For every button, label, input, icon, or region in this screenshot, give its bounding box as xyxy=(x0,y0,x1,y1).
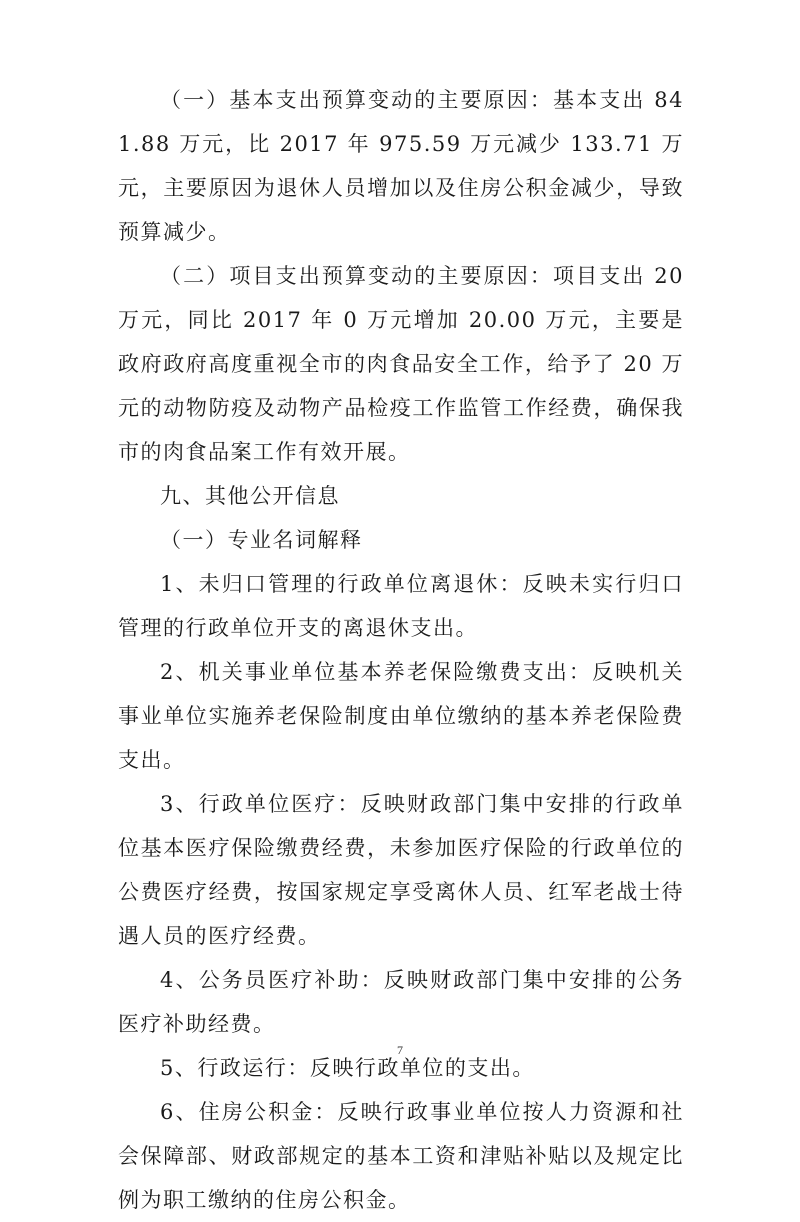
paragraph-project-expenditure-change: （二）项目支出预算变动的主要原因：项目支出 20 万元，同比 2017 年 0 万元增加 20.00 万元，主要是政府政府高度重视全市的肉食品安全工作，给予了 20 万元的动物防疫及动物产品检疫工作监管工作经费，确保我市的肉食品案工作有效开展。 xyxy=(118,264,684,464)
paragraph-basic-expenditure-change: （一）基本支出预算变动的主要原因：基本支出 841.88 万元，比 2017 年 975.59 万元减少 133.71 万元，主要原因为退休人员增加以及住房公积金减少，导致预算减少。 xyxy=(118,88,684,244)
section-heading: 九、其他公开信息 xyxy=(160,484,340,508)
term-item: 1、未归口管理的行政单位离退休：反映未实行归口管理的行政单位开支的离退休支出。 xyxy=(118,572,684,640)
term-item: 4、公务员医疗补助：反映财政部门集中安排的公务医疗补助经费。 xyxy=(118,968,684,1036)
page-number: 7 xyxy=(397,1043,403,1057)
term-item: 2、机关事业单位基本养老保险缴费支出：反映机关事业单位实施养老保险制度由单位缴纳的基本养老保险费支出。 xyxy=(118,660,684,772)
subsection-heading: （一）专业名词解释 xyxy=(160,528,363,552)
term-item: 5、行政运行：反映行政单位的支出。 xyxy=(160,1056,535,1080)
term-item: 6、住房公积金：反映行政事业单位按人力资源和社会保障部、财政部规定的基本工资和津贴补贴以及规定比例为职工缴纳的住房公积金。 xyxy=(118,1100,684,1212)
term-item: 3、行政单位医疗：反映财政部门集中安排的行政单位基本医疗保险缴费经费，未参加医疗保险的行政单位的公费医疗经费，按国家规定享受离休人员、红军老战士待遇人员的医疗经费。 xyxy=(118,792,684,948)
